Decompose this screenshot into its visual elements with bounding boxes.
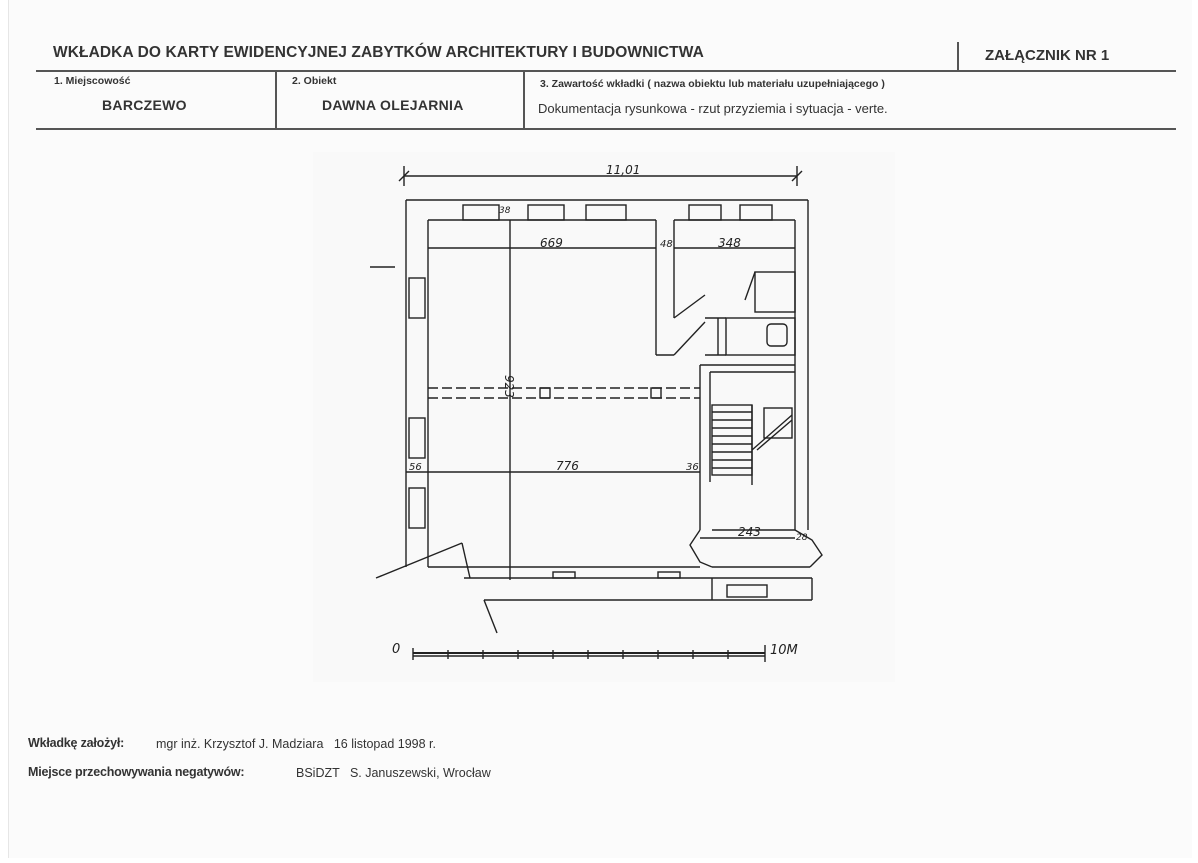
fields-rule bbox=[36, 128, 1176, 130]
place-value: BARCZEWO bbox=[102, 97, 187, 113]
content-value: Dokumentacja rysunkowa - rzut przyziemia i sytuacja - verte. bbox=[538, 101, 888, 116]
scale-end: 10M bbox=[770, 643, 798, 658]
floor-plan-drawing bbox=[313, 152, 895, 682]
floor-plan-svg bbox=[313, 152, 895, 682]
dim-wall-left: 56 bbox=[409, 462, 422, 473]
object-value: DAWNA OLEJARNIA bbox=[322, 97, 464, 113]
dim-wall-inner: 36 bbox=[686, 462, 699, 473]
place-label: 1. Miejscowość bbox=[54, 75, 131, 87]
content-label: 3. Zawartość wkładki ( nazwa obiektu lub materiału uzupełniającego ) bbox=[540, 78, 885, 90]
storage-label: Miejsce przechowywania negatywów: bbox=[28, 765, 245, 779]
dim-top-wall: 38 bbox=[499, 206, 511, 216]
field-divider-1 bbox=[275, 72, 277, 128]
dim-total-width: 11,01 bbox=[606, 163, 641, 177]
object-label: 2. Obiekt bbox=[292, 75, 337, 87]
annex-label: ZAŁĄCZNIK NR 1 bbox=[985, 47, 1110, 64]
dim-vertical: 923 bbox=[502, 375, 516, 398]
header-divider bbox=[957, 42, 959, 72]
header-rule bbox=[36, 70, 1176, 72]
author-value: mgr inż. Krzysztof J. Madziara 16 listopad 1998 r. bbox=[156, 737, 436, 751]
dim-room-left: 669 bbox=[540, 236, 563, 250]
author-label: Wkładkę założył: bbox=[28, 736, 125, 750]
dim-wall-mid: 48 bbox=[660, 239, 673, 250]
dim-entrance-wall: 28 bbox=[796, 533, 808, 543]
dim-room-right: 348 bbox=[718, 236, 741, 250]
storage-value: BSiDZT S. Januszewski, Wrocław bbox=[296, 766, 491, 780]
field-divider-2 bbox=[523, 72, 525, 128]
document-title: WKŁADKA DO KARTY EWIDENCYJNEJ ZABYTKÓW ARCHITEKTURY I BUDOWNICTWA bbox=[53, 44, 704, 61]
dim-entrance: 243 bbox=[738, 525, 761, 539]
dim-lower-width: 776 bbox=[556, 459, 579, 473]
scale-start: 0 bbox=[392, 642, 401, 657]
